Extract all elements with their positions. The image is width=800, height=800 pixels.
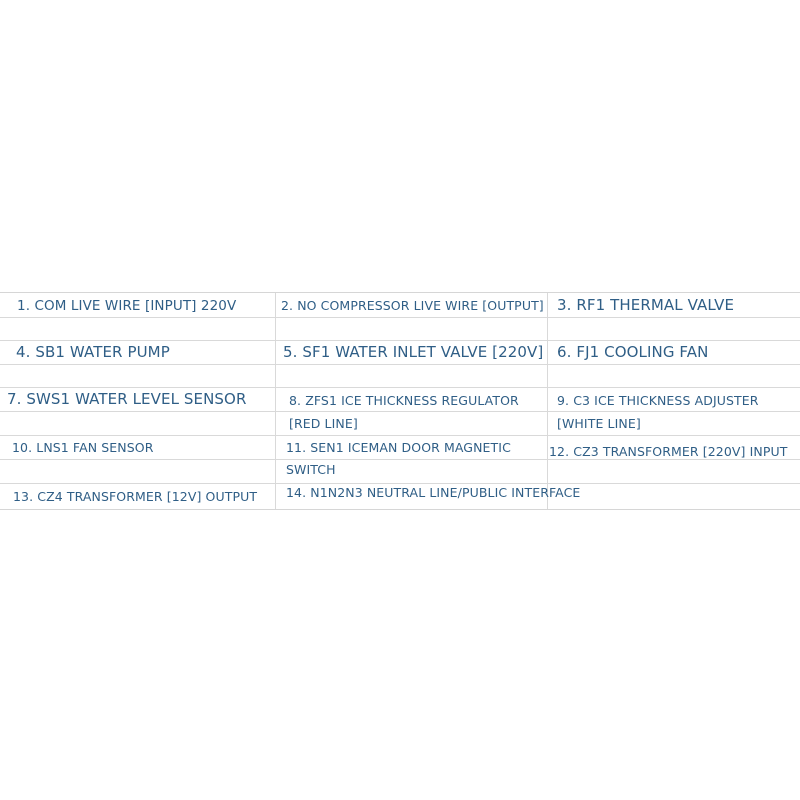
table-row-divider xyxy=(0,435,800,436)
legend-item: 5. SF1 WATER INLET VALVE [220V] xyxy=(283,343,544,361)
legend-item: 1. COM LIVE WIRE [INPUT] 220V xyxy=(17,298,237,314)
legend-item: 4. SB1 WATER PUMP xyxy=(16,343,170,361)
wiring-legend-table xyxy=(0,292,800,510)
legend-item: 13. CZ4 TRANSFORMER [12V] OUTPUT xyxy=(13,489,258,504)
table-column-divider xyxy=(275,293,276,509)
legend-item: 9. C3 ICE THICKNESS ADJUSTER xyxy=(557,393,759,408)
legend-item: 10. LNS1 FAN SENSOR xyxy=(12,440,154,455)
table-row-divider xyxy=(0,483,800,484)
table-row-divider xyxy=(0,387,800,388)
table-column-divider xyxy=(547,293,548,509)
legend-item: 14. N1N2N3 NEUTRAL LINE/PUBLIC INTERFACE xyxy=(286,485,581,500)
legend-item: 12. CZ3 TRANSFORMER [220V] INPUT xyxy=(549,444,788,459)
table-row-divider xyxy=(0,411,800,412)
legend-item: 7. SWS1 WATER LEVEL SENSOR xyxy=(7,390,247,408)
legend-item: 2. NO COMPRESSOR LIVE WIRE [OUTPUT] xyxy=(281,298,544,313)
table-row-divider xyxy=(0,317,800,318)
legend-item: 8. ZFS1 ICE THICKNESS REGULATOR xyxy=(289,393,519,408)
table-row-divider xyxy=(0,459,800,460)
legend-item: 3. RF1 THERMAL VALVE xyxy=(557,296,735,314)
legend-item: 6. FJ1 COOLING FAN xyxy=(557,343,709,361)
table-row-divider xyxy=(0,340,800,341)
legend-item-continuation: SWITCH xyxy=(286,462,336,477)
table-row-divider xyxy=(0,364,800,365)
legend-item-continuation: [RED LINE] xyxy=(289,416,358,431)
legend-item-continuation: [WHITE LINE] xyxy=(557,416,641,431)
legend-item: 11. SEN1 ICEMAN DOOR MAGNETIC xyxy=(286,440,511,455)
